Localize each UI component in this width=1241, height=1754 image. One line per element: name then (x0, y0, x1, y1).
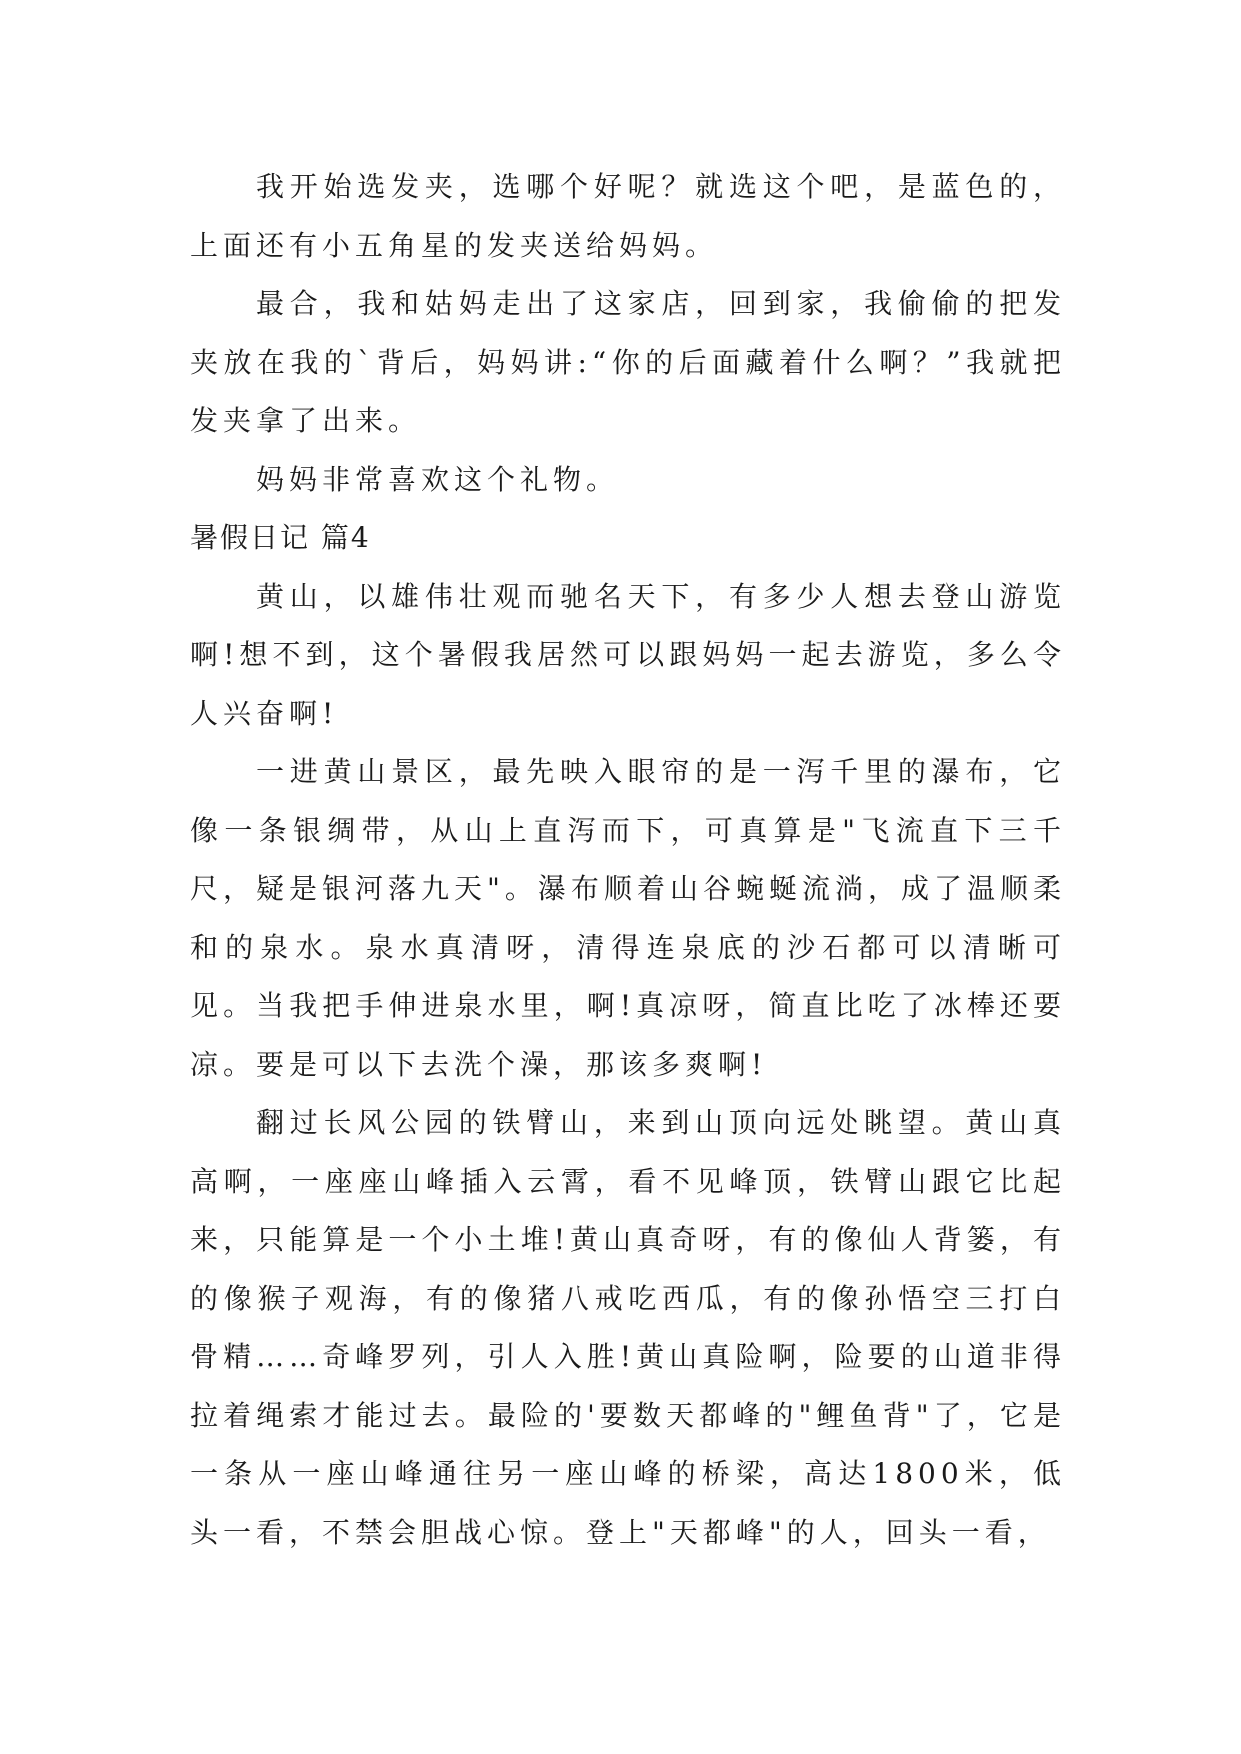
paragraph-waterfall: 一进黄山景区，最先映入眼帘的是一泻千里的瀑布，它像一条银绸带，从山上直泻而下，可真算是"飞流直下三千尺，疑是银河落九天"。瀑布顺着山谷蜿蜒流淌，成了温顺柔和的泉水。泉水真清呀，清得连泉底的沙石都可以清晰可见。当我把手伸进泉水里，啊!真凉呀，简直比吃了冰棒还要凉。要是可以下去洗个澡，那该多爽啊! (190, 755, 1066, 1081)
paragraph-hairclip-choice: 我开始选发夹，选哪个好呢？就选这个吧，是蓝色的，上面还有小五角星的发夹送给妈妈。 (190, 170, 1066, 262)
document-body (190, 158, 1066, 1562)
paragraph-return-home: 最合，我和姑妈走出了这家店，回到家，我偷偷的把发夹放在我的`背后，妈妈讲:“你的后面藏着什么啊？”我就把发夹拿了出来。 (190, 287, 1066, 437)
section-heading: 暑假日记 篇4 (190, 521, 371, 554)
paragraph-mom-likes-gift: 妈妈非常喜欢这个礼物。 (256, 462, 620, 496)
paragraph-mountain-peaks: 翻过长风公园的铁臂山，来到山顶向远处眺望。黄山真高啊，一座座山峰插入云霄，看不见峰顶，铁臂山跟它比起来，只能算是一个小土堆!黄山真奇呀，有的像仙人背篓，有的像猴子观海，有的像猪八戒吃西瓜，有的像孙悟空三打白骨精……奇峰罗列，引人入胜!黄山真险啊，险要的山道非得拉着绳索才能过去。最险的'要数天都峰的"鲤鱼背"了，它是一条从一座山峰通往另一座山峰的桥梁，高达1800米，低头一看，不禁会胆战心惊。登上"天都峰"的人，回头一看， (190, 1106, 1066, 1549)
paragraph-huangshan-intro: 黄山，以雄伟壮观而驰名天下，有多少人想去登山游览啊!想不到，这个暑假我居然可以跟妈妈一起去游览，多么令人兴奋啊! (190, 579, 1066, 730)
